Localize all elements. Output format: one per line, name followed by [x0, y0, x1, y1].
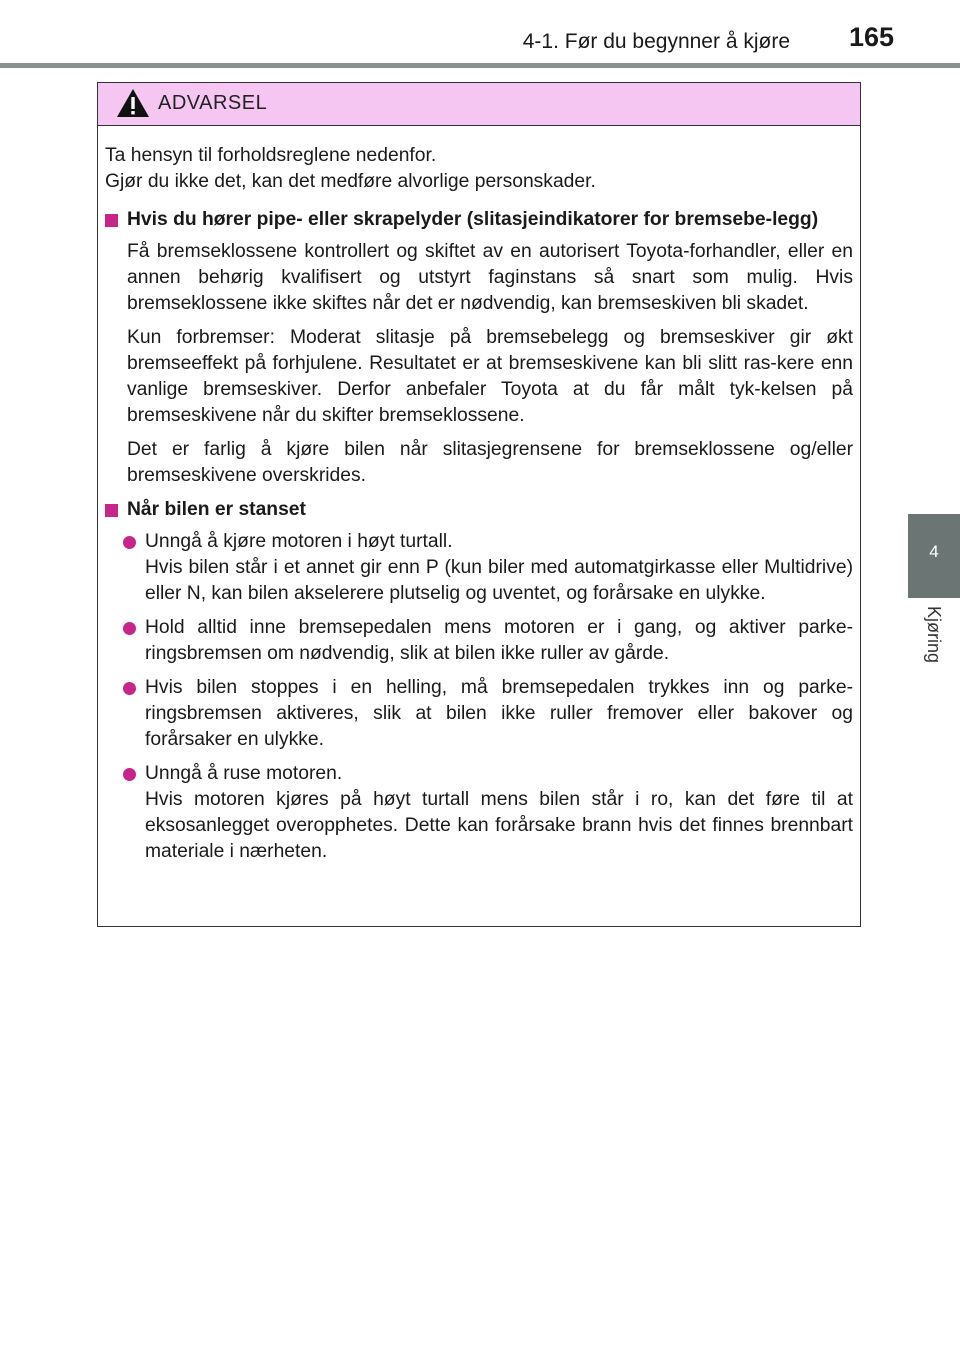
section-heading-brake-wear	[105, 207, 853, 233]
warning-triangle-icon	[116, 88, 150, 118]
bullet-text: Hvis motoren kjøres på høyt turtall mens bilen står i ro, kan det føre til at eksosanlegget overopphetes. Dette kan forårsake brann hvis det finnes brennbart materiale i nærheten.	[145, 789, 853, 862]
section-heading-parked	[105, 497, 853, 523]
circle-bullet-icon	[123, 536, 136, 549]
warning-intro	[105, 143, 853, 195]
bullet-text: Hold alltid inne bremsepedalen mens motoren er i gang, og aktiver parke-ringsbremsen om nødvendig, slik at bilen ikke ruller av gårde.	[145, 617, 853, 664]
header-rule	[0, 63, 960, 68]
chapter-label	[908, 606, 960, 676]
list-item	[123, 615, 853, 667]
paragraph: Det er farlig å kjøre bilen når slitasjegrensene for bremseklossene og/eller bremseskivene overskrides.	[127, 439, 853, 486]
circle-bullet-icon	[123, 622, 136, 635]
list-item	[123, 675, 853, 753]
paragraph: Kun forbremser: Moderat slitasje på bremsebelegg og bremseskiver gir økt bremseeffekt på forhjulene. Resultatet er at bremseskivene kan bli slitt ras-kere enn vanlige bremseskiver. Derfor anbefaler Toyota at du får målt tyk-kelsen på bremseskivene når du skifter bremseklossene.	[127, 327, 853, 426]
page-number: 165	[848, 22, 894, 52]
bullet-text: Hvis bilen står i et annet gir enn P (kun biler med automatgirkasse eller Multidrive) eller N, kan bilen akselerere plutselig og uventet, og forårsake en ulykke.	[145, 557, 853, 604]
circle-bullet-icon	[123, 682, 136, 695]
chapter-tab	[908, 514, 960, 598]
warning-title: ADVARSEL	[158, 92, 268, 114]
bullet-line: Unngå å ruse motoren.	[145, 763, 343, 784]
chapter-number: 4	[929, 542, 939, 561]
chapter-label-text: Kjøring	[924, 606, 944, 664]
list-item	[123, 529, 853, 607]
section-title: 4-1. Før du begynner å kjøre	[522, 30, 790, 53]
warning-header	[98, 83, 860, 126]
square-bullet-icon	[105, 214, 118, 227]
bullet-line: Unngå å kjøre motoren i høyt turtall.	[145, 531, 453, 552]
square-bullet-icon	[105, 504, 118, 517]
section-heading-text: Når bilen er stanset	[127, 499, 306, 520]
intro-line-2: Gjør du ikke det, kan det medføre alvorlige personskader.	[105, 171, 596, 192]
section-body-brake-wear	[127, 239, 853, 489]
warning-body	[105, 143, 853, 873]
bullet-text: Hvis bilen stoppes i en helling, må bremsepedalen trykkes inn og parke-ringsbremsen aktiveres, slik at bilen ikke ruller fremover eller bakover og forårsaker en ulykke.	[145, 677, 853, 750]
intro-line-1: Ta hensyn til forholdsreglene nedenfor.	[105, 145, 437, 166]
warning-box	[97, 82, 861, 927]
paragraph: Få bremseklossene kontrollert og skiftet av en autorisert Toyota-forhandler, eller en annen behørig kvalifisert og utstyrt faginstans så snart som mulig. Hvis bremseklossene ikke skiftes når det er nødvendig, kan bremseskiven bli skadet.	[127, 241, 853, 314]
list-item	[123, 761, 853, 865]
circle-bullet-icon	[123, 768, 136, 781]
section-heading-text: Hvis du hører pipe- eller skrapelyder (slitasjeindikatorer for bremsebe-legg)	[127, 209, 819, 230]
